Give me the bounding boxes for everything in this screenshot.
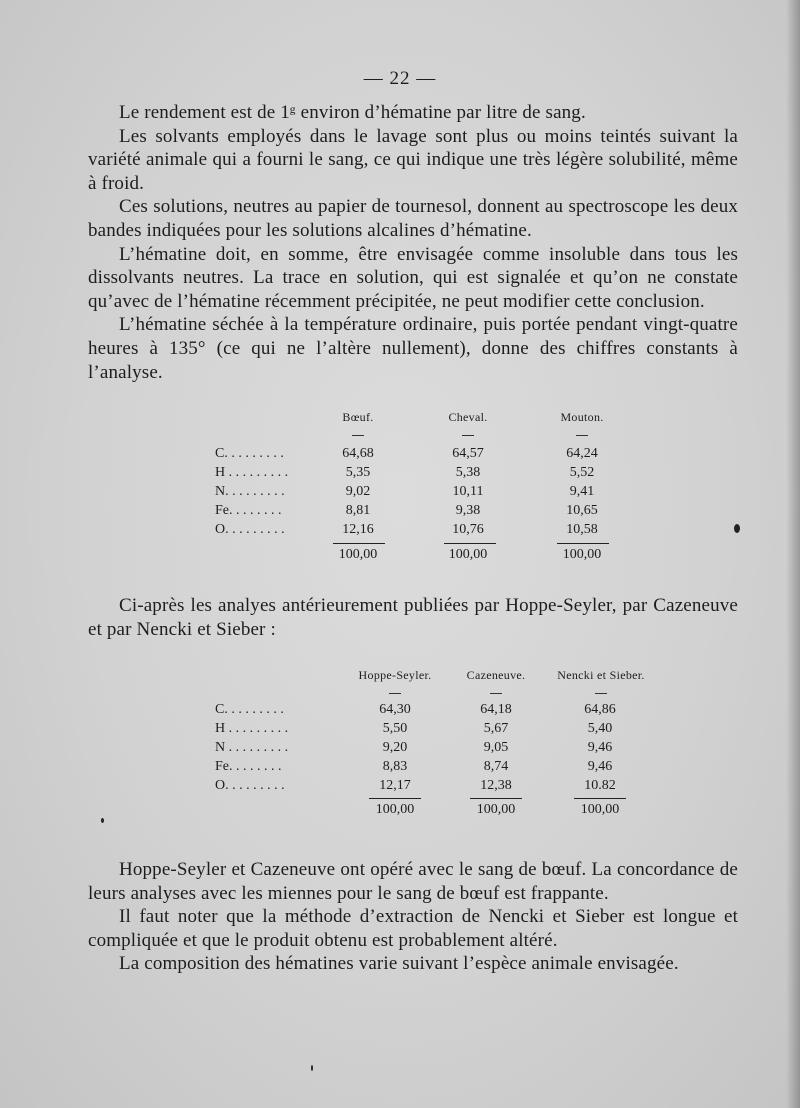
table-cell: 12,16 [342,522,374,537]
page-number: — 22 — [363,68,437,89]
header-dash [462,435,474,436]
sum-rule [369,798,421,799]
table-cell: 9,46 [587,759,613,774]
table-cell: 9,20 [382,740,408,755]
ink-speck [734,524,740,533]
table-cell: 5,40 [587,721,613,736]
intro-paragraphs [88,101,738,384]
sum-rule [557,543,609,544]
total-cell: 100,00 [375,802,415,817]
table-cell: 9,38 [455,503,481,518]
element-label: N . . . . . . . . . [215,740,289,755]
table-cell: 10,58 [566,522,598,537]
element-label: C. . . . . . . . . [215,702,284,717]
table-cell: 12,17 [379,778,411,793]
sum-rule [444,543,496,544]
column-header: Bœuf. [342,410,374,424]
sum-rule [333,543,385,544]
page-edge-shadow [786,0,800,1108]
total-cell: 100,00 [448,547,488,562]
table-cell: 5,50 [382,721,408,736]
table-cell: 64,18 [480,702,512,717]
analysis-table-animals [215,410,635,570]
table-cell: 10,76 [452,522,484,537]
element-label: O. . . . . . . . . [215,778,285,793]
table-cell: 10,11 [452,484,484,499]
total-cell: 100,00 [476,802,516,817]
header-dash [352,435,364,436]
table-cell: 12,38 [480,778,512,793]
table-cell: 64,68 [342,446,374,461]
table-cell: 10.82 [584,778,616,793]
element-label: Fe. . . . . . . . [215,759,282,774]
paragraph: L’hématine doit, en somme, être envisagée comme insoluble dans tous les dissolvants neutres. La trace en solution, qui est signalée et qu’on ne constate qu’avec de l’hématine récemment précipitée, ne peut modifier cette conclusion. [88,243,738,312]
table-cell: 8,83 [382,759,408,774]
total-cell: 100,00 [580,802,620,817]
header-dash [490,693,502,694]
column-header: Hoppe-Seyler. [358,668,432,682]
element-label: H . . . . . . . . . [215,721,289,736]
element-label: C. . . . . . . . . [215,446,284,461]
table-cell: 64,24 [566,446,598,461]
column-header: Cazeneuve. [466,668,526,682]
table-cell: 64,86 [584,702,616,717]
column-header: Nencki et Sieber. [557,668,645,682]
ink-speck [311,1065,313,1071]
paragraph: Ces solutions, neutres au papier de tournesol, donnent au spectroscope les deux bandes indiquées pour les solutions alcalines d’hématine. [88,196,738,241]
transition-paragraph [88,594,738,641]
table-cell: 5,35 [345,465,371,480]
column-header: Mouton. [560,410,604,424]
header-dash [576,435,588,436]
table-cell: 8,74 [483,759,509,774]
element-label: O. . . . . . . . . [215,522,285,537]
element-label: H . . . . . . . . . [215,465,289,480]
table-cell: 5,52 [569,465,595,480]
table-cell: 9,02 [345,484,371,499]
table-cell: 5,38 [455,465,481,480]
paragraph: Ci-après les analyes antérieurement publiées par Hoppe-Seyler, par Cazeneuve et par Nencki et Sieber : [88,595,738,640]
ink-speck [101,818,104,823]
table-cell: 64,57 [452,446,484,461]
element-label: N. . . . . . . . . [215,484,285,499]
table-cell: 9,05 [483,740,509,755]
table-cell: 9,46 [587,740,613,755]
header-dash [389,693,401,694]
paragraph: Il faut noter que la méthode d’extraction de Nencki et Sieber est longue et compliquée et que le produit obtenu est probablement altéré. [88,906,738,951]
column-header: Cheval. [448,410,488,424]
paragraph: Le rendement est de 1ᵍ environ d’hématine par litre de sang. [119,102,586,123]
analysis-table-authors [215,668,655,828]
paragraph: Hoppe-Seyler et Cazeneuve ont opéré avec le sang de bœuf. La concordance de leurs analyses avec les miennes pour le sang de bœuf est frappante. [88,859,738,904]
sum-rule [470,798,522,799]
table-cell: 5,67 [483,721,509,736]
table-cell: 9,41 [569,484,595,499]
table-cell: 8,81 [345,503,371,518]
sum-rule [574,798,626,799]
paragraph: La composition des hématines varie suivant l’espèce animale envisagée. [119,953,679,975]
paragraph: L’hématine séchée à la température ordinaire, puis portée pendant vingt-quatre heures à 135° (ce qui ne l’altère nullement), donne des chiffres constants à l’analyse. [88,314,738,383]
table-cell: 10,65 [566,503,598,518]
header-dash [595,693,607,694]
total-cell: 100,00 [338,547,378,562]
total-cell: 100,00 [562,547,602,562]
conclusion-paragraphs [88,858,738,976]
table-cell: 64,30 [379,702,411,717]
element-label: Fe. . . . . . . . [215,503,282,518]
paragraph: Les solvants employés dans le lavage sont plus ou moins teintés suivant la variété animale qui a fourni le sang, ce qui indique une très légère solubilité, même à froid. [88,125,738,194]
